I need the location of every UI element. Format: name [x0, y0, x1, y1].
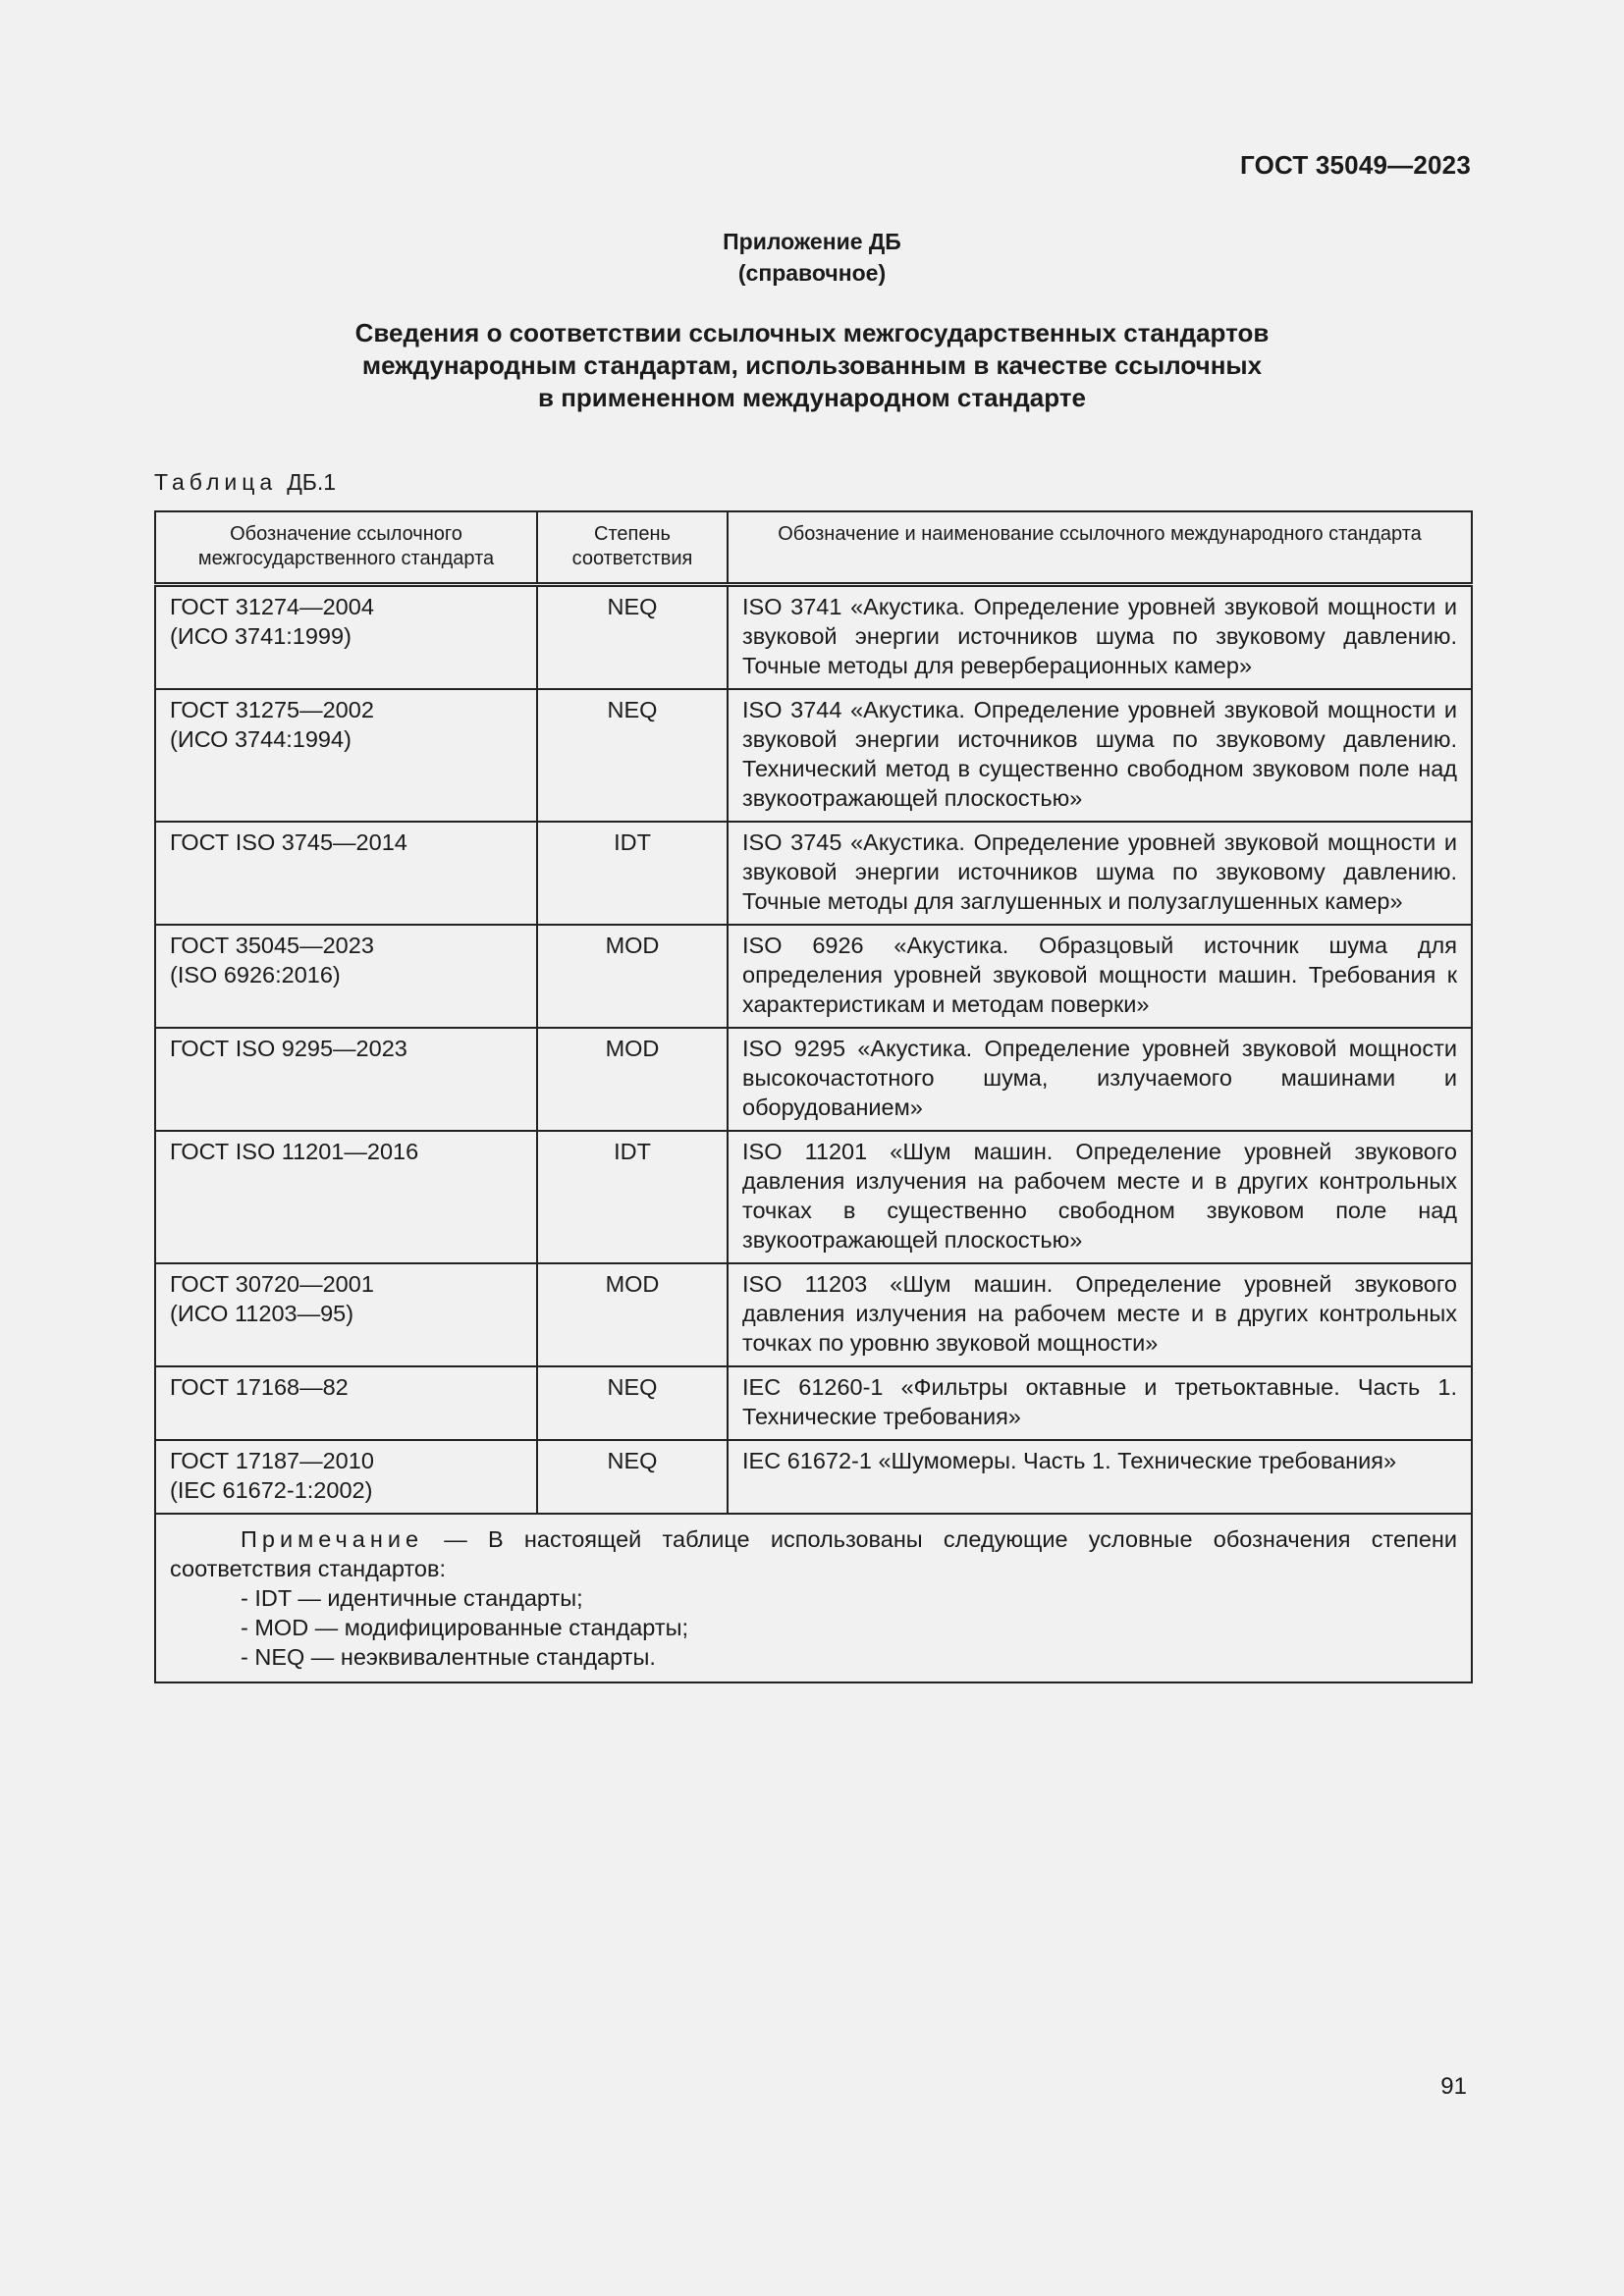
gost-designation-cell: ГОСТ 17168—82: [155, 1366, 537, 1440]
table-row: [155, 1131, 1472, 1263]
degree-cell: NEQ: [537, 585, 728, 690]
international-standard-cell: IEC 61260-1 «Фильтры октавные и третьоктавные. Часть 1. Технические требования»: [728, 1366, 1472, 1440]
appendix-heading: [0, 226, 1624, 289]
table-row: [155, 925, 1472, 1028]
degree-cell: IDT: [537, 1131, 728, 1263]
degree-cell: NEQ: [537, 1440, 728, 1514]
international-standard-cell: ISO 3744 «Акустика. Определение уровней звуковой мощности и звуковой энергии источников шума по звуковому давлению. Технический метод в существенно свободном звуковом поле над звукоотражающей плоскостью»: [728, 689, 1472, 822]
gost-designation-cell: ГОСТ ISO 11201—2016: [155, 1131, 537, 1263]
appendix-subtitle: (справочное): [737, 260, 887, 286]
degree-cell: NEQ: [537, 1366, 728, 1440]
correspondence-table-wrapper: [154, 510, 1471, 1683]
gost-designation-cell: ГОСТ ISO 9295—2023: [155, 1028, 537, 1131]
table-row: [155, 689, 1472, 822]
international-standard-cell: ISO 9295 «Акустика. Определение уровней звуковой мощности высокочастотного шума, излучаемого машинами и оборудованием»: [728, 1028, 1472, 1131]
note-label: Примечание: [241, 1526, 424, 1552]
table-row: [155, 1440, 1472, 1514]
table-caption-word: Таблица: [154, 469, 278, 495]
gost-designation-cell: ГОСТ 31275—2002 (ИСО 3744:1994): [155, 689, 537, 822]
gost-designation-cell: ГОСТ 35045—2023 (ISO 6926:2016): [155, 925, 537, 1028]
international-standard-cell: ISO 11203 «Шум машин. Определение уровней звукового давления излучения на рабочем месте и в других контрольных точках по уровню звуковой мощности»: [728, 1263, 1472, 1366]
note-list-item: - MOD — модифицированные стандарты;: [241, 1615, 689, 1640]
degree-cell: IDT: [537, 822, 728, 925]
table-note: [155, 1514, 1472, 1682]
international-standard-cell: ISO 3745 «Акустика. Определение уровней звуковой мощности и звуковой энергии источников шума по звуковому давлению. Точные методы для заглушенных и полузаглушенных камер»: [728, 822, 1472, 925]
appendix-title: Приложение ДБ: [723, 229, 901, 254]
table-caption: [154, 469, 336, 496]
gost-designation-cell: ГОСТ 17187—2010 (IEC 61672-1:2002): [155, 1440, 537, 1514]
gost-designation-cell: ГОСТ 30720—2001 (ИСО 11203—95): [155, 1263, 537, 1366]
gost-designation-cell: ГОСТ 31274—2004 (ИСО 3741:1999): [155, 585, 537, 690]
note-paragraph: [170, 1524, 1457, 1583]
section-title-line: международным стандартам, использованным в качестве ссылочных: [361, 350, 1263, 380]
degree-cell: MOD: [537, 1263, 728, 1366]
international-standard-cell: ISO 3741 «Акустика. Определение уровней звуковой мощности и звуковой энергии источников шума по звуковому давлению. Точные методы для реверберационных камер»: [728, 585, 1472, 690]
section-title: [0, 317, 1624, 414]
international-standard-cell: ISO 11201 «Шум машин. Определение уровней звукового давления излучения на рабочем месте и в других контрольных точках в существенно свободном звуковом поле над звукоотражающей плоскостью»: [728, 1131, 1472, 1263]
section-title-line: Сведения о соответствии ссылочных межгосударственных стандартов: [354, 318, 1270, 347]
international-standard-cell: ISO 6926 «Акустика. Образцовый источник шума для определения уровней звуковой мощности машин. Требования к характеристикам и методам поверки»: [728, 925, 1472, 1028]
table-row: [155, 585, 1472, 690]
table-caption-id: ДБ.1: [287, 469, 337, 495]
table-row: [155, 1263, 1472, 1366]
correspondence-table: [154, 510, 1473, 1683]
section-title-line: в примененном международном стандарте: [538, 383, 1086, 412]
international-standard-cell: IEC 61672-1 «Шумомеры. Часть 1. Технические требования»: [728, 1440, 1472, 1514]
gost-designation-cell: ГОСТ ISO 3745—2014: [155, 822, 537, 925]
document-number: ГОСТ 35049—2023: [1240, 150, 1471, 180]
table-header-row: [155, 511, 1472, 585]
degree-cell: NEQ: [537, 689, 728, 822]
degree-cell: MOD: [537, 1028, 728, 1131]
table-note-row: [155, 1514, 1472, 1682]
note-list-item: - IDT — идентичные стандарты;: [241, 1585, 583, 1611]
note-text: — В настоящей таблице использованы следующие условные обозначения степени соответствия стандартов:: [170, 1526, 1457, 1581]
table-row: [155, 1028, 1472, 1131]
table-row: [155, 1366, 1472, 1440]
table-row: [155, 822, 1472, 925]
header-degree: Степень соответствия: [537, 511, 728, 585]
header-gost-designation: Обозначение ссылочного межгосударственного стандарта: [155, 511, 537, 585]
page-number: 91: [1440, 2073, 1467, 2100]
note-list-item: - NEQ — неэквивалентные стандарты.: [241, 1644, 656, 1670]
degree-cell: MOD: [537, 925, 728, 1028]
header-international-standard: Обозначение и наименование ссылочного международного стандарта: [728, 511, 1472, 585]
